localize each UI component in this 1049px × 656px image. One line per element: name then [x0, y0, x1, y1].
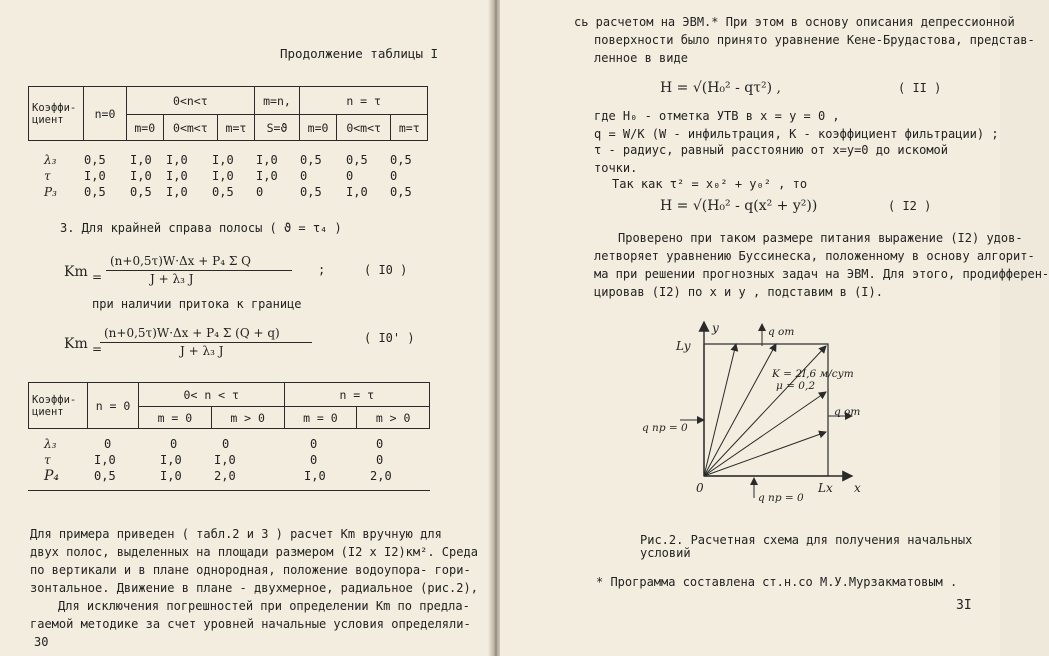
- right-paragraph-line-2: летворяет уравнению Буссинеска, положенному в основу алгорит-: [594, 249, 1035, 263]
- inflow-text: при наличии притока к границе: [92, 297, 302, 311]
- table2-cell: I,0: [160, 453, 182, 467]
- table2-cell: I,0: [214, 453, 236, 467]
- table1-group1: 0<n<τ: [127, 87, 255, 115]
- table1-cell: 0: [256, 185, 264, 199]
- table1-sub-6: m=τ: [391, 115, 428, 141]
- table1-sub-0: m=0: [127, 115, 164, 141]
- table1-cell: 0,5: [346, 153, 368, 167]
- formula-11-number: ( II ): [898, 81, 942, 95]
- table1-cell: I,0: [166, 169, 188, 183]
- table1-cell: I,0: [166, 185, 188, 199]
- table2-col-n0: n = 0: [88, 383, 139, 429]
- formula-10p-denominator: J + λ₃ J: [180, 344, 224, 358]
- table2-cell: I,0: [160, 469, 182, 483]
- fig-label-Ly: Ly: [676, 339, 691, 353]
- paragraph-1-line-1: Для примера приведен ( табл.2 и 3 ) расчет Km вручную для: [30, 527, 442, 541]
- fig-label-q-top: q от: [768, 326, 795, 338]
- table1-cell: I,0: [346, 185, 368, 199]
- table1-cell: 0,5: [300, 185, 322, 199]
- table2-cell: I,0: [94, 453, 116, 467]
- table1-sub-2: m=τ: [218, 115, 255, 141]
- table1-sub-1: 0<m<τ: [163, 115, 218, 141]
- coefficient-table-1: [28, 86, 428, 141]
- flow-ray: [704, 432, 826, 476]
- table2-cell: 0: [376, 453, 384, 467]
- table1-cell: 0,5: [390, 153, 412, 167]
- table2-cell: 0: [170, 437, 178, 451]
- table2-cell: 0: [310, 437, 318, 451]
- table-continuation-header: Продолжение таблицы I: [280, 46, 439, 61]
- table1-sub-4: m=0: [300, 115, 337, 141]
- table1-col-n0: n=0: [84, 87, 127, 141]
- formula-10-numerator: (n+0,5τ)W·Δx + P₄ Σ Q: [110, 254, 251, 268]
- fig-label-mu: μ = 0,2: [776, 380, 815, 392]
- table1-group-mid: m=n,: [254, 87, 300, 115]
- flow-ray: [704, 344, 736, 476]
- table2-bottom-rule: [28, 490, 430, 491]
- formula-10p-number: ( I0' ): [364, 331, 415, 345]
- where-line-4: точки.: [594, 161, 638, 175]
- table2-cell: 0,5: [94, 469, 116, 483]
- table1-sub-5: 0<m<τ: [336, 115, 391, 141]
- table1-cell: I,0: [256, 153, 278, 167]
- table1-cell: 0,5: [212, 185, 234, 199]
- table1-cell: 0,5: [300, 153, 322, 167]
- table1-row-label: τ: [44, 169, 51, 183]
- table1-cell: I,0: [166, 153, 188, 167]
- table1-cell: I,0: [212, 169, 234, 183]
- formula-10-lhs: Km: [64, 264, 88, 280]
- fig-label-q-bottom: q пр = 0: [758, 492, 804, 504]
- formula-10-semicolon: ;: [318, 263, 326, 277]
- table1-cell: 0: [346, 169, 354, 183]
- table2-cell: 0: [222, 437, 230, 451]
- fig-label-K: K = 2I,6 м/сут: [772, 368, 854, 380]
- right-top-line-2: поверхности было принято уравнение Кене-Брудастова, представ-: [594, 33, 1035, 47]
- right-paragraph-line-4: цировав (I2) по x и y , подставим в (I).: [594, 285, 883, 299]
- right-paragraph-line-1: Проверено при таком размере питания выражение (I2) удов-: [618, 231, 1023, 245]
- item-3-heading: 3. Для крайней справа полосы ( ϑ = τ₄ ): [60, 221, 342, 235]
- calculation-scheme-figure: [500, 0, 1000, 656]
- formula-10-denominator: J + λ₃ J: [150, 272, 194, 286]
- page-number-right: 3I: [956, 598, 972, 613]
- table2-row-label: τ: [44, 453, 51, 467]
- formula-10p-numerator: (n+0,5τ)W·Δx + P₄ Σ (Q + q): [104, 326, 280, 340]
- fig-label-origin: 0: [696, 481, 704, 495]
- table2-cell: 0: [376, 437, 384, 451]
- table2-group1: 0< n < τ: [139, 383, 285, 407]
- table2-sub-3: m > 0: [357, 407, 430, 429]
- table1-cell: 0: [300, 169, 308, 183]
- table2-row-label: P₄: [44, 468, 60, 484]
- right-paragraph-line-3: ма при решении прогнозных задач на ЭВМ. Для этого, продифферен-: [594, 267, 1049, 281]
- footnote: * Программа составлена ст.н.со М.У.Мурзакматовым .: [596, 575, 958, 589]
- right-top-line-1: сь расчетом на ЭВМ.* При этом в основу описания депрессионной: [574, 15, 1015, 29]
- paragraph-1-line-4: зонтальное. Движение в плане - двухмерное, радиальное (рис.2),: [30, 581, 478, 595]
- table1-cell: 0,5: [84, 185, 106, 199]
- table1-cell: 0,5: [84, 153, 106, 167]
- right-page: [500, 0, 1049, 656]
- page-number-left: 30: [34, 635, 49, 649]
- formula-12: H = √(H₀² - q(x² + y²)): [660, 198, 818, 214]
- where-line-1: где H₀ - отметка УТВ в x = y = 0 ,: [594, 109, 840, 123]
- figure-caption-line-2: условий: [640, 546, 691, 560]
- table1-cell: 0,5: [390, 185, 412, 199]
- table1-cell: I,0: [256, 169, 278, 183]
- table1-col-coef: Коэффи- циент: [29, 87, 84, 141]
- formula-12-number: ( I2 ): [888, 199, 932, 213]
- table2-sub-0: m = 0: [139, 407, 212, 429]
- table1-row-label: λ₃: [44, 153, 57, 167]
- table1-row-label: P₃: [44, 185, 57, 199]
- fig-label-q-right: q от: [834, 406, 861, 418]
- fig-label-q-left: q пр = 0: [642, 422, 688, 434]
- table1-sub-3: S=ϑ: [254, 115, 300, 141]
- flow-ray: [704, 344, 776, 476]
- table2-col-coef: Коэффи- циент: [29, 383, 88, 429]
- fig-label-y: y: [712, 321, 719, 335]
- paragraph-2-line-1: Для исключения погрешностей при определении Km по предла-: [58, 599, 470, 613]
- table2-group2: n = τ: [284, 383, 430, 407]
- figure-caption-line-1: Рис.2. Расчетная схема для получения начальных: [640, 533, 973, 547]
- table1-cell: I,0: [84, 169, 106, 183]
- right-top-line-3: ленное в виде: [594, 51, 688, 65]
- fig-label-x: x: [854, 481, 861, 495]
- formula-10p-lhs: Km: [64, 336, 88, 352]
- table2-cell: 2,0: [370, 469, 392, 483]
- table2-cell: I,0: [304, 469, 326, 483]
- coefficient-table-2: [28, 382, 430, 429]
- flow-ray: [704, 392, 826, 476]
- table1-group2: n = τ: [300, 87, 428, 115]
- formula-11: H = √(H₀² - qτ²) ,: [660, 80, 781, 96]
- formula-10-bar: [106, 270, 292, 271]
- where-line-2: q = W/K (W - инфильтрация, K - коэффициент фильтрации) ;: [594, 127, 999, 141]
- table2-cell: 0: [310, 453, 318, 467]
- paragraph-2-line-2: гаемой методике за счет уровней начальные условия определяли-: [30, 617, 471, 631]
- table2-row-label: λ₃: [44, 437, 57, 451]
- table2-sub-2: m = 0: [284, 407, 357, 429]
- left-page: Продолжение таблицы I Коэффи- циент n=0 0<n<τ m=n, n = τ m=0 0<m<τ m=τ S=ϑ m=0 0<m<τ m=τ λ₃ 0,5 I,0 I,0 I,0 I,0 0,5 0,5 0,5 τ I,0 I,0 I,0 I,0 I,0 0 0 0 P₃ 0,5 0,5 I,0 0,5 0 0,5 I,0 0,5 3. Для крайней справа полосы ( ϑ = τ₄ ) Km = (n+0,5τ)W·Δx + P₄ Σ Q J + λ₃ J ; ( I0 ) при наличии притока к границе Km = (n+0,5τ)W·Δx + P₄ Σ (Q + q) J + λ₃ J ( I0' ) Коэффи- циент n = 0 0< n < τ n = τ m = 0 m > 0 m = 0 m > 0 λ₃ 0 0 0 0 0 τ I,0 I,0 I,0 0 0 P₄ 0,5 I,0 2,0 I,0 2,0 Для примера приведен ( табл.2 и 3 ) расчет Km вручную для двух полос, выделенных на площади размером (I2 x I2)км². Среда по вертикали и в плане однородная, положение водоупора- гори- зонтальное. Движение в плане - двухмерное, радиальное (рис.2), Для исключения погрешностей при определении Km по предла- гаемой методике за счет уровней начальные условия определяли- 30: [0, 0, 492, 656]
- paragraph-1-line-3: по вертикали и в плане однородная, положение водоупора- гори-: [30, 563, 471, 577]
- table1-cell: 0,5: [130, 185, 152, 199]
- table2-cell: 2,0: [214, 469, 236, 483]
- where-line-3: τ - радиус, равный расстоянию от x=y=0 до искомой: [594, 143, 949, 157]
- formula-10-number: ( I0 ): [364, 263, 408, 277]
- table1-cell: I,0: [212, 153, 234, 167]
- table2-cell: 0: [104, 437, 112, 451]
- since-line: Так как τ² = x₀² + y₀² , то: [612, 177, 808, 191]
- fig-label-Lx: Lx: [818, 481, 833, 495]
- table1-cell: I,0: [130, 169, 152, 183]
- formula-10p-bar: [100, 342, 312, 343]
- table1-cell: I,0: [130, 153, 152, 167]
- table2-sub-1: m > 0: [211, 407, 284, 429]
- paragraph-1-line-2: двух полос, выделенных на площади размером (I2 x I2)км². Среда: [30, 545, 478, 559]
- table1-cell: 0: [390, 169, 398, 183]
